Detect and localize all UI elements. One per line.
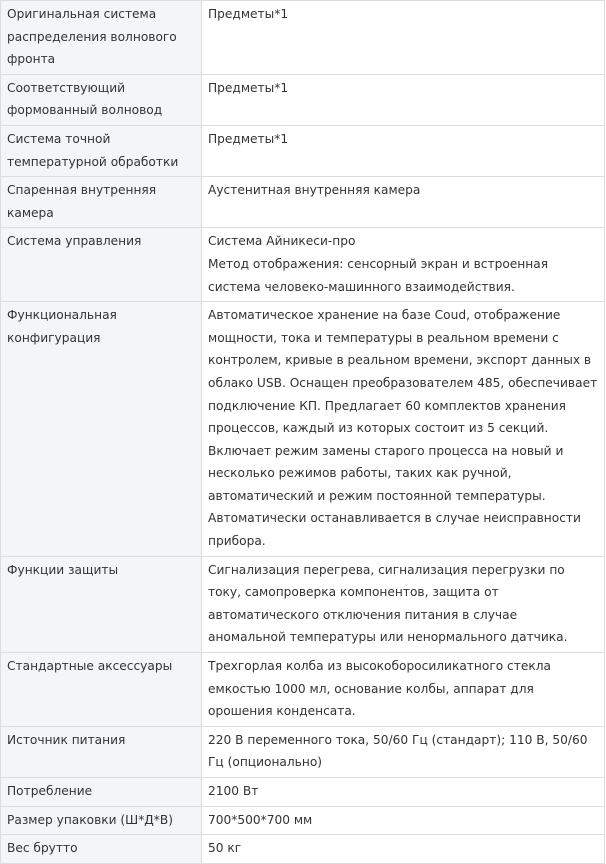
table-row: [1, 1, 605, 75]
row-value-text: 700*500*700 мм: [208, 812, 313, 827]
row-value-text: 2100 Вт: [208, 784, 259, 798]
row-value: [202, 835, 605, 864]
row-value-text: Автоматическое хранение на базе Coud, отображение мощности, тока и температуры в реальном времени с контролем, кривые в реальном времени, экспорт данных в облако USB. Оснащен преобразователем 485, обеспечивает подключение КП. Предлагает 60 комплектов хранения процессов, каждый из которых состоит из 5 секций. Включает режим замены старого процесса на новый и несколько режимов работы, таких как ручной, автоматический и режим постоянной температуры. Автоматически останавливается в случае неисправности прибора.: [208, 308, 598, 549]
table-row: [1, 726, 605, 777]
table-row: [1, 778, 605, 807]
table-row: [1, 228, 605, 302]
row-label: Источник питания: [1, 726, 202, 777]
row-value-text: Метод отображения: сенсорный экран и встроенная система человеко-машинного взаимодействия.: [208, 256, 549, 294]
table-row: [1, 653, 605, 727]
row-value: [202, 556, 605, 652]
table-row: [1, 806, 605, 835]
row-label: Соответствующий формованный волновод: [1, 74, 202, 125]
row-value-text: Аустенитная внутренняя камера: [208, 183, 421, 198]
row-label: Потребление: [1, 778, 202, 807]
row-value-text: Предметы*1: [208, 80, 289, 95]
row-value: [202, 302, 605, 557]
row-value-text: 50 кг: [208, 841, 242, 856]
row-value: [202, 806, 605, 835]
row-value-text: Предметы*1: [208, 7, 289, 21]
table-row: [1, 74, 605, 125]
row-value: [202, 177, 605, 228]
row-value-text: Трехгорлая колба из высокоборосиликатного стекла емкостью 1000 мл, основание колбы, аппарат для орошения конденсата.: [208, 659, 551, 719]
row-label: Функциональная конфигурация: [1, 302, 202, 557]
row-value: [202, 1, 605, 75]
table-row: [1, 125, 605, 176]
row-value-text: 220 В переменного тока, 50/60 Гц (стандарт); 110 В, 50/60 Гц (опционально): [208, 732, 588, 770]
table-row: [1, 835, 605, 864]
row-value-text: Сигнализация перегрева, сигнализация перегрузки по току, самопроверка компонентов, защита от автоматического отключения питания в случае аномальной температуры или ненормального датчика.: [208, 562, 568, 645]
row-label: Система управления: [1, 228, 202, 302]
row-value-text: Система Айникеси-про: [208, 234, 356, 249]
table-row: [1, 556, 605, 652]
row-label: Оригинальная система распределения волнового фронта: [1, 1, 202, 75]
row-label: Система точной температурной обработки: [1, 125, 202, 176]
row-value: [202, 778, 605, 807]
row-label: Вес брутто: [1, 835, 202, 864]
row-label: Спаренная внутренняя камера: [1, 177, 202, 228]
table-row: [1, 302, 605, 557]
row-label: Функции защиты: [1, 556, 202, 652]
table-row: [1, 177, 605, 228]
row-value: [202, 228, 605, 302]
row-value: [202, 726, 605, 777]
row-label: Размер упаковки (Ш*Д*В): [1, 806, 202, 835]
row-label: Стандартные аксессуары: [1, 653, 202, 727]
row-value: [202, 653, 605, 727]
row-value-text: Предметы*1: [208, 131, 289, 146]
row-value: [202, 125, 605, 176]
row-value: [202, 74, 605, 125]
